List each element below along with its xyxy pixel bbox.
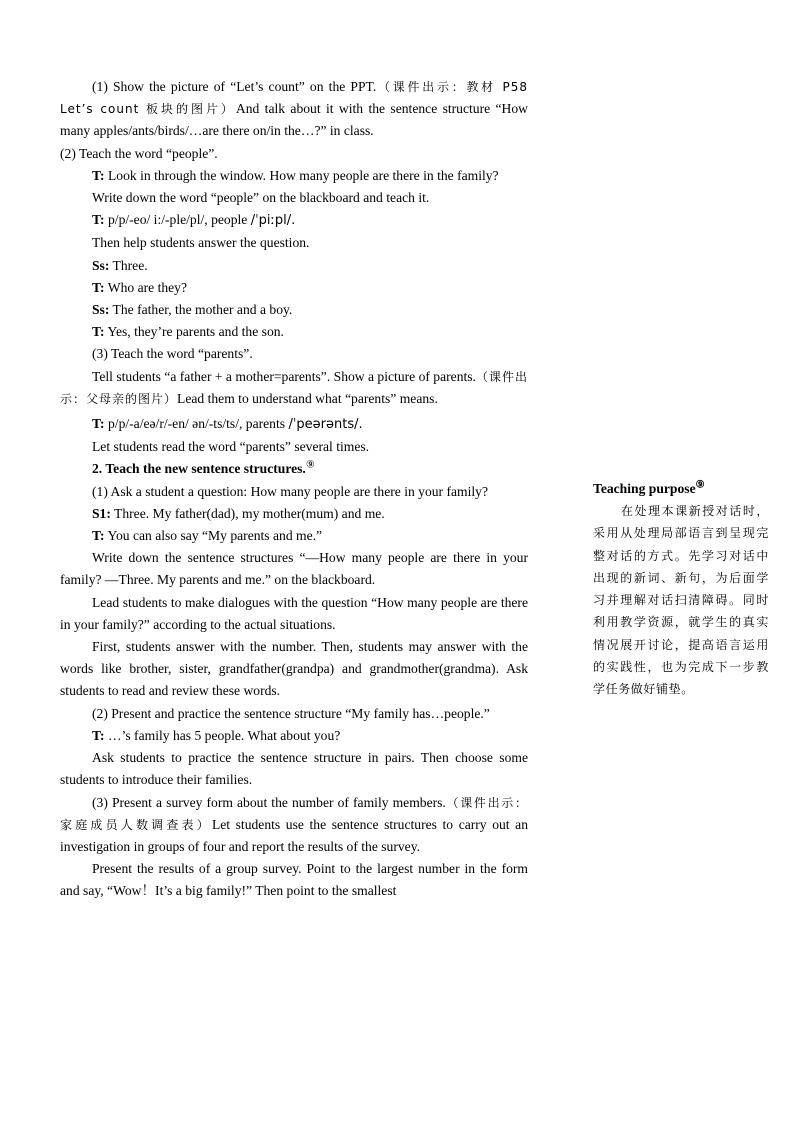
teacher-line: T: p/p/-a/eə/r/-en/ ən/-ts/ts/, parents /ˈpeərənts/.	[92, 416, 363, 433]
instruction: Then help students answer the question.	[92, 235, 310, 251]
footnote-marker: ⑨	[305, 459, 315, 471]
teacher-line: T: Look in through the window. How many people are there in the family?	[92, 167, 499, 183]
note-title: Teaching purpose⑨	[593, 479, 705, 496]
phonetic: /ˈpiːpl/.	[250, 213, 296, 229]
teacher-line: T: Yes, they’re parents and the son.	[92, 324, 284, 340]
instruction: Ask students to practice the sentence structure in pairs. Then choose some students to introduce their families.	[60, 750, 528, 788]
lesson-content	[60, 76, 528, 903]
instruction: Write down the sentence structures “—How many people are there in your family? —Three. My parents and me.” on the blackboard.	[60, 550, 528, 588]
instruction: First, students answer with the number. Then, students may answer with the words like brother, sister, grandfather(grandpa) and grandmother(grandma). Ask students to read and review these words.	[60, 639, 528, 699]
step-1-text-cont: And talk about it with the sentence structure “How many apples/ants/birds/…are there on/in the…?” in class.	[60, 101, 528, 139]
step-3-heading: (3) Teach the word “parents”.	[92, 346, 253, 362]
instruction: Tell students “a father + a mother=parents”. Show a picture of parents.（课件出示：父母亲的图片）Lead them to understand what “parents” means.	[60, 368, 528, 406]
teacher-line: T: …’s family has 5 people. What about you?	[92, 727, 341, 743]
step-2-heading: (2) Teach the word “people”.	[60, 145, 218, 161]
instruction: Lead students to make dialogues with the question “How many people are there in your family?” according to the actual situations.	[60, 594, 528, 632]
teaching-purpose-note	[593, 478, 769, 701]
instruction: Write down the word “people” on the blackboard and teach it.	[92, 190, 430, 206]
step-1-paragraph	[60, 76, 528, 143]
instruction: Present the results of a group survey. Point to the largest number in the form and say, “Wow！It’s a big family!” Then point to the smallest	[60, 861, 528, 899]
teacher-line: T: p/p/-eo/ i:/-ple/pl/, people /ˈpiːpl/.	[92, 212, 296, 229]
students-line: Ss: The father, the mother and a boy.	[92, 302, 293, 318]
ppt-note: （课件出示：父母亲的图片）	[60, 369, 528, 406]
footnote-marker: ⑨	[695, 479, 705, 491]
question: (1) Ask a student a question: How many people are there in your family?	[92, 483, 488, 499]
teacher-line: T: Who are they?	[92, 279, 188, 295]
step-1-text: (1) Show the picture of “Let’s count” on the PPT.	[92, 79, 377, 94]
teacher-line: T: You can also say “My parents and me.”	[92, 528, 323, 544]
step-paragraph: (3) Present a survey form about the number of family members.（课件出示：家庭成员人数调查表）Let students use the sentence structures to carry out an investigation in groups of four and report the results of the survey.	[60, 794, 528, 854]
students-line: Ss: Three.	[92, 257, 148, 273]
instruction: Let students read the word “parents” several times.	[92, 439, 370, 455]
step-heading: (2) Present and practice the sentence structure “My family has…people.”	[92, 705, 490, 721]
ppt-note: （课件出示：家庭成员人数调查表）	[60, 795, 528, 832]
note-text: 在处理本课新授对话时，采用从处理局部语言到呈现完整对话的方式。先学习对话中出现的新词、新句，为后面学习并理解对话扫清障碍。同时利用教学资源，就学生的真实情况展开讨论，提高语言运用的实践性，也为完成下一步教学任务做好铺垫。	[593, 504, 769, 697]
phonetic: /ˈpeərənts/.	[288, 417, 363, 433]
student-line: S1: Three. My father(dad), my mother(mum) and me.	[92, 505, 385, 521]
section-heading: 2. Teach the new sentence structures.⑨	[92, 459, 315, 477]
ppt-note: （课件出示：教材 P58 Let’s count 板块的图片）	[60, 80, 528, 117]
